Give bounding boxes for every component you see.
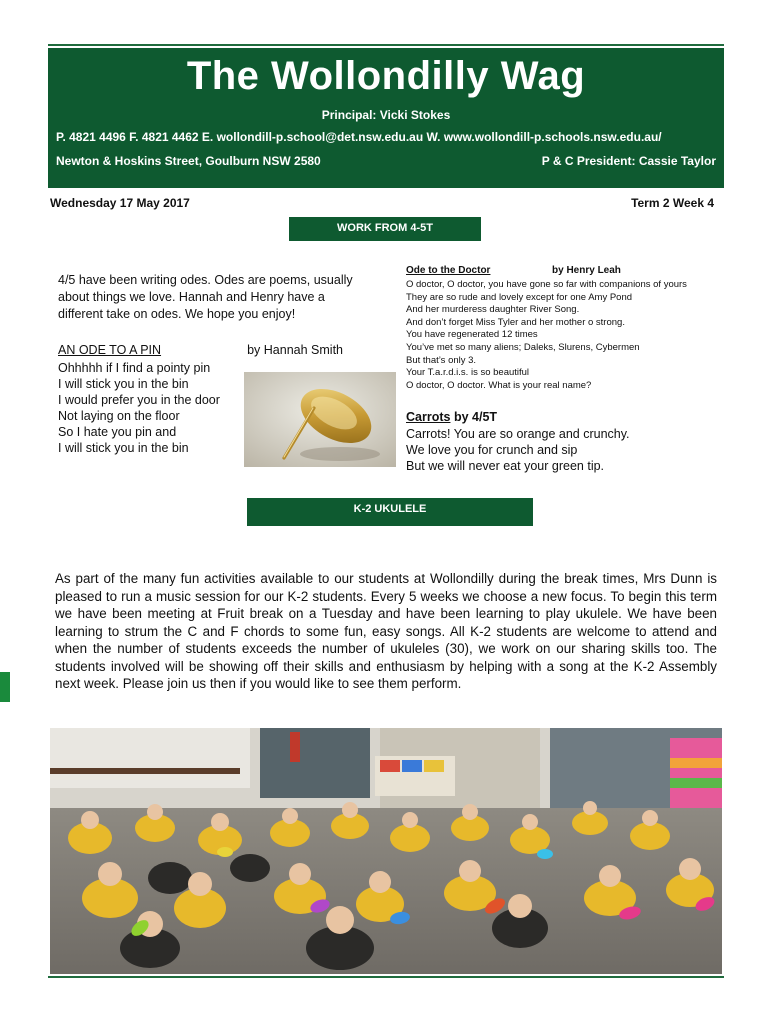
- poem-line: I will stick you in the bin: [58, 377, 189, 391]
- poem-line: I will stick you in the bin: [58, 441, 189, 455]
- intro-paragraph: 4/5 have been writing odes. Odes are poems, usually about things we love. Hannah and Henry have a different take on odes. We hope you enjoy!: [58, 273, 353, 321]
- carrots-title: Carrots: [406, 410, 451, 424]
- carrots-header: [406, 410, 497, 424]
- carrots-line: We love you for crunch and sip: [406, 443, 578, 457]
- carrots-body: [406, 426, 630, 474]
- ode-line: They are so rude and lovely except for one Amy Pond: [406, 291, 633, 303]
- carrots-author: by 4/5T: [453, 410, 498, 424]
- ode-line: You’ve met so many aliens; Daleks, Slurens, Cybermen: [406, 341, 640, 353]
- carrots-line: But we will never eat your green tip.: [406, 459, 605, 473]
- ode-author: by Henry Leah: [552, 265, 621, 276]
- ode-line: And don’t forget Miss Tyler and her mother o strong.: [406, 316, 625, 328]
- ukulele-class-photo: [50, 728, 722, 974]
- ukulele-paragraph: As part of the many fun activities available to our students at Wollondilly during the break times, Mrs Dunn is pleased to run a music session for our K-2 students. Every 5 weeks we choose a new focus. To begin this term we have been meeting at Fruit break on a Tuesday and have been learning to play ukulele. We have been learning to strum the C and F chords to some fun, easy songs. All K-2 students are welcome to attend and when the number of students exceeds the number of ukuleles (30), we work on our sharing skills too. The students involved will be showing off their skills and enthusiasm by helping with a song at the K-2 Assembly next week. Please join us then if you would like to see them perform.: [55, 571, 717, 691]
- principal-line: Principal: Vicki Stokes: [321, 108, 451, 122]
- poem-line: Not laying on the floor: [58, 409, 180, 423]
- top-rule: [48, 44, 724, 46]
- poem-author: by Hannah Smith: [247, 343, 343, 357]
- section-heading-work: WORK FROM 4-5T: [289, 217, 481, 241]
- section-heading-ukulele: K-2 UKULELE: [247, 498, 533, 526]
- school-address: Newton & Hoskins Street, Goulburn NSW 2580: [56, 154, 321, 168]
- pc-president: P & C President: Cassie Taylor: [541, 154, 716, 168]
- ode-title: Ode to the Doctor: [406, 265, 491, 276]
- ode-line: And her murderess daughter River Song.: [406, 304, 580, 316]
- contact-line: P. 4821 4496 F. 4821 4462 E. wollondill-p.school@det.nsw.edu.au W. www.wollondill-p.schools.nsw.edu.au/: [56, 130, 662, 144]
- ode-line: But that’s only 3.: [406, 354, 477, 366]
- term-week: Term 2 Week 4: [631, 196, 714, 210]
- masthead: [48, 48, 724, 188]
- issue-date: Wednesday 17 May 2017: [50, 196, 190, 210]
- ode-line: You have regenerated 12 times: [406, 329, 538, 341]
- poem-title: AN ODE TO A PIN: [58, 343, 162, 357]
- carrots-line: Carrots! You are so orange and crunchy.: [406, 427, 630, 441]
- ode-line: O doctor, O doctor, you have gone so far with companions of yours: [406, 279, 687, 290]
- page-edge-marker: [0, 672, 10, 702]
- ode-header: [406, 265, 726, 276]
- pin-photo: [244, 372, 396, 467]
- poem-body: [58, 360, 220, 456]
- poem-line: I would prefer you in the door: [58, 393, 220, 407]
- ode-line: Your T.a.r.d.i.s. is so beautiful: [406, 367, 530, 379]
- poem-header: [58, 343, 343, 357]
- newsletter-title: The Wollondilly Wag: [186, 54, 586, 98]
- ode-line: O doctor, O doctor. What is your real name?: [406, 379, 592, 391]
- bottom-rule: [48, 976, 724, 978]
- poem-line: Ohhhhh if I find a pointy pin: [58, 361, 211, 375]
- poem-line: So I hate you pin and: [58, 425, 177, 439]
- ode-body: [406, 279, 687, 392]
